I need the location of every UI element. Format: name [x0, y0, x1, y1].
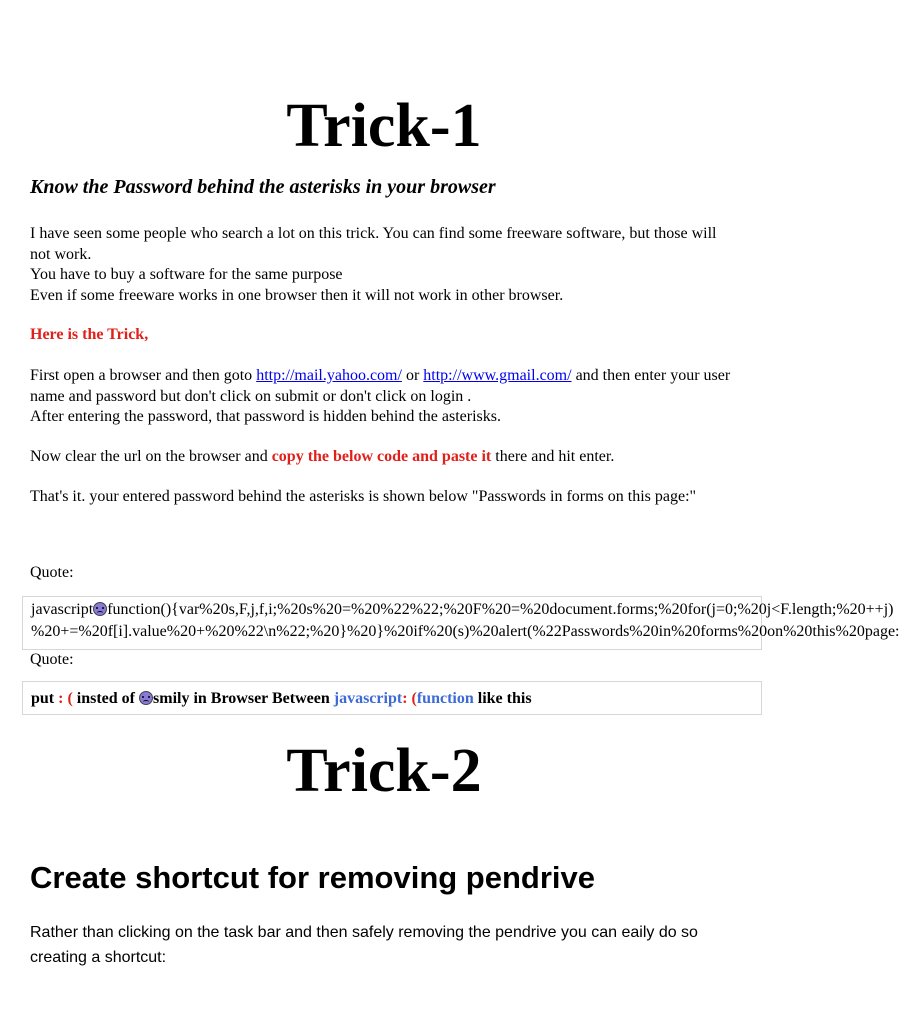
code-line-1: [31, 599, 894, 621]
step-1-prefix: First open a browser and then goto: [30, 367, 257, 384]
step-1-suffix: and then enter your user name and password but don't click on submit or don't click on login .: [30, 367, 731, 405]
sad-smiley-icon: [139, 691, 153, 705]
quote-label-2: Quote:: [30, 651, 74, 668]
step-3-prefix: Now clear the url on the browser and: [30, 448, 272, 465]
step-3-highlight: copy the below code and paste it: [271, 448, 492, 465]
code-line-1-rest: function(){var%20s,F,j,f,i;%20s%20=%20%22%22;%20F%20=%20document.forms;%20for(j=0;%20j<F.length;%20++j): [107, 601, 894, 618]
note-colon-paren-2: : (: [402, 690, 417, 707]
intro-paragraph: [30, 224, 740, 306]
sad-smiley-icon: [93, 602, 107, 616]
trick-label: Here is the Trick,: [30, 326, 149, 343]
trick-2-subtitle: Create shortcut for removing pendrive: [30, 860, 596, 895]
step-1-or: or: [401, 367, 424, 384]
note-smily: smily in Browser Between: [153, 690, 334, 707]
trick-1-heading: Trick-1: [286, 92, 482, 160]
note-function: function: [416, 690, 474, 707]
quote-label-1: Quote:: [30, 564, 74, 581]
note-insted: insted of: [72, 690, 140, 707]
code-javascript-keyword: javascript: [31, 601, 94, 618]
step-3-suffix: there and hit enter.: [491, 448, 615, 465]
trick-2-heading: Trick-2: [286, 737, 482, 805]
code-box[interactable]: [22, 596, 899, 650]
note-like: like this: [473, 690, 532, 707]
trick-1-subtitle: Know the Password behind the asterisks in your browser: [30, 176, 496, 198]
code-line-2: %20+=%20f[i].value%20+%20%22\n%22;%20}%20}%20if%20(s)%20alert(%22Passwords%20in%20forms%20on%20this%20page:: [31, 623, 899, 640]
intro-line-2: You have to buy a software for the same purpose: [30, 266, 343, 283]
intro-line-1: I have seen some people who search a lot on this trick. You can find some freeware software, but those will not work.: [30, 225, 717, 263]
result-paragraph: That's it. your entered password behind the asterisks is shown below "Passwords in forms on this page:": [30, 488, 697, 505]
steps-paragraph: [30, 366, 740, 428]
step-1: [30, 366, 740, 407]
note-put: put: [31, 690, 59, 707]
step-2: After entering the password, that password is hidden behind the asterisks.: [30, 408, 502, 425]
step-3: [30, 447, 740, 468]
note-javascript: javascript: [333, 690, 403, 707]
note-box: [22, 681, 762, 715]
note-colon-paren: : (: [58, 690, 73, 707]
trick-2-body: Rather than clicking on the task bar and then safely removing the pendrive you can eaily do so creating a shortcut:: [30, 924, 698, 966]
intro-line-3: Even if some freeware works in one browser then it will not work in other browser.: [30, 286, 564, 304]
yahoo-mail-link[interactable]: http://mail.yahoo.com/: [256, 367, 402, 384]
gmail-link[interactable]: http://www.gmail.com/: [423, 367, 572, 384]
